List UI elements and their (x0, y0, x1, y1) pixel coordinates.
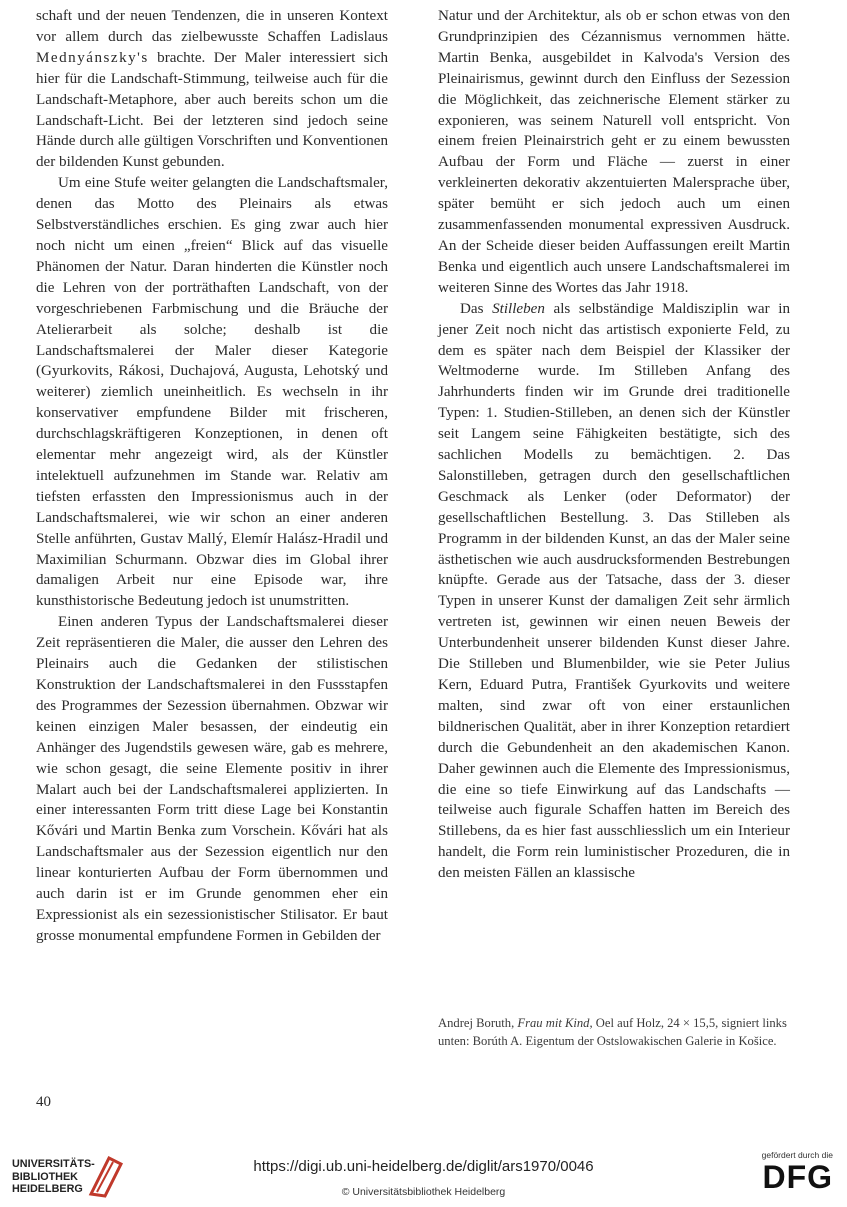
paragraph (36, 6, 388, 173)
caption-title: Frau mit Kind, (517, 1016, 593, 1030)
left-column (36, 6, 388, 947)
text-span: Das (460, 300, 493, 317)
permalink-url[interactable]: https://digi.ub.uni-heidelberg.de/diglit/ars1970/0046 (253, 1158, 594, 1175)
paragraph: Natur und der Architektur, als ob er schon etwas von den Grundprinzipien des Cézannismus vernommen hätte. Martin Benka, ausgebildet in Kalvoda's Version des Pleinairismus, gewinnt durch den Einfluss der Sezession die Möglichkeit, das zeichnerische Element stärker zu exponieren, was seinem Naturell voll entspricht. Von einem freien Pleinairstrich geht er zu einem bewussten Aufbau der Form und Fläche — zuerst in einer verkleinerten dekorativ akzentuierten Malersprache über, später bemüht er sich jedoch auch um einen zusammenfassenden monumental expressiven Ausdruck. An der Scheide dieser beiden Auffassungen ereilt Martin Benka und eigentlich auch unsere Landschaftsmalerei im weiteren Sinne des Wortes das Jahr 1918. (438, 8, 790, 296)
paragraph (438, 299, 790, 884)
italic-term: Stilleben (492, 300, 545, 317)
footer (0, 1134, 847, 1207)
library-name-line: BIBLIOTHEK (12, 1170, 78, 1183)
library-name-line: HEIDELBERG (12, 1183, 83, 1195)
spaced-name: Mednyánszky's (36, 49, 149, 66)
dfg-logo[interactable] (747, 1150, 833, 1194)
text-line: Kontext vor allem durch das zielbewusste Schaffen (36, 8, 388, 45)
library-name-line: UNIVERSITÄTS- (12, 1158, 95, 1170)
sponsor-note: gefördert durch die (761, 1150, 833, 1160)
page-number: 40 (36, 1094, 51, 1110)
copyright-text: © Universitätsbibliothek Heidelberg (341, 1186, 506, 1198)
text-line: schaft und der neuen Tendenzen, die in unseren (36, 8, 334, 24)
figure-caption (438, 1014, 810, 1050)
paragraph: Um eine Stufe weiter gelangten die Landschaftsmaler, denen das Motto des Pleinairs als etwas Selbstverständliches erschien. Es ging zwar auch hier noch nicht um einen „freien“ Blick auf das visuelle Phänomen der Natur. Daran hinderten die Künstler noch die Lehren von der porträthaften Landschaft, von der vorgeschriebenen Farbmischung und die Bräuche der Atelierarbeit als solche; deshalb ist die Landschaftsmalerei der Maler dieser Kategorie (Gyurkovits, Rákosi, Duchajová, Augusta, Lehotský und weiterer) ziemlich uneinheitlich. Es wechseln in ihr konservativer empfundene Bilder mit frischeren, durchschlagskräftigeren Konzeptionen, in denen oft elementar mehr angezeigt wird, als der Künstler intelektuell aufzunehmen im Stande war. Relativ am tiefsten erfassten den Impressionismus auch in der Landschaftsmalerei, wie wir schon an einer anderen Stelle anführten, Gustav Mallý, Elemír Halász-Hradil und Maximilian Schurmann. Obzwar dies im Global ihrer damaligen Arbeit nur eine Episode war, ihre kunsthistorische Bedeutung jedoch ist unumstritten. (36, 175, 388, 610)
caption-text: Oel auf Holz, 24 × 15,5, signiert links unten: Borúth A. Eigentum der Ostslowakischen Galerie in Košice. (438, 1016, 787, 1048)
caption-text: Andrej Boruth, (438, 1016, 518, 1030)
text-span: als selbständige Maldisziplin war in jener Zeit noch nicht das artistisch exponierte Feld, zu dem es später nach dem Beispiel der Klassiker der Weltmoderne wurde. Im Stilleben Anfang des Jahrhunderts finden wir im Grunde drei traditionelle Typen: 1. Studien-Stilleben, an denen sich der Künstler seit Langem seine Fähigkeiten bestätigte, sich des sachlichen Modells zu bemächtigen. 2. Das Salonstilleben, getragen durch den gesellschaftlichen Geschmack als Lenker (oder Deformator) der gesellschaftlichen Bestellung. 3. Das Stilleben als Programm in der bildenden Kunst, an das der Maler seine ästhetischen wie auch ausdrucksformenden Bestrebungen knüpfte. Gerade aus der Tatsache, dass der 3. dieser Typen in unserer Kunst der damaligen Zeit sehr ärmlich vertreten ist, gewinnen wir einen neuen Beweis der Unterbundenheit unserer bildenden Kunst dieser Jahre. Die Stilleben und Blumenbilder, wie sie Peter Julius Kern, Eduard Putra, František Gyurkovits und weitere malten, sind zwar oft von einer erstaunlichen bildnerischen Qualität, aber in ihrer Konzeption retardiert durch die Gebundenheit an den akademischen Kanon. Daher gewinnen auch die Elemente des Impressionismus, die eine so tiefe Einwirkung auf das Landschafts — teilweise auch figurale Schaffen hatten im Bereich des Stillebens, da es hier fast ausschliesslich um ein Interieur handelt, die Form rein luministischer Prozeduren, die in den meisten Fällen an klassische (438, 300, 791, 882)
right-column (438, 6, 790, 884)
paragraph: Einen anderen Typus der Landschaftsmalerei dieser Zeit repräsentieren die Maler, die ausser den Lehren des Pleinairs auch die Gedanken der stilistischen Konstruktion der Landschaftsmalerei in den Fussstapfen des Programmes der Sezession übernahmen. Obzwar wir keinen einzigen Maler besassen, der eindeutig ein Anhänger des Jugendstils gewesen wäre, gab es mehrere, wie schon gesagt, die seine Elemente positiv in ihrer Malart auch bei der Landschaftsmalerei applizierten. In einer interessanten Form tritt diese Lage bei Konstantin Kővári und Martin Benka zum Vorschein. Kővári hat als Landschaftsmaler aus der Sezession eigentlich nur den linear konturierten Aufbau der Form übernommen und auch darin ist er im Grunde genommen eher ein Expressionist als ein sezessionistischer Stilisator. Er baut grosse monumental empfundene Formen in Gebilden der (36, 614, 388, 944)
dfg-logo-text: DFG (762, 1159, 833, 1195)
text-line: Ladislaus (330, 28, 388, 45)
text-line: brachte. Der Maler interessiert sich hier für die Landschaft-Stimmung, teilweise auch für die Landschaft-Metaphore, aber auch bereits schon um die Landschaft-Licht. Bei der letzteren sind jedoch seine Hände durch alle gültigen Vorschriften und Konventionen der bildenden Kunst gebunden. (36, 49, 388, 171)
